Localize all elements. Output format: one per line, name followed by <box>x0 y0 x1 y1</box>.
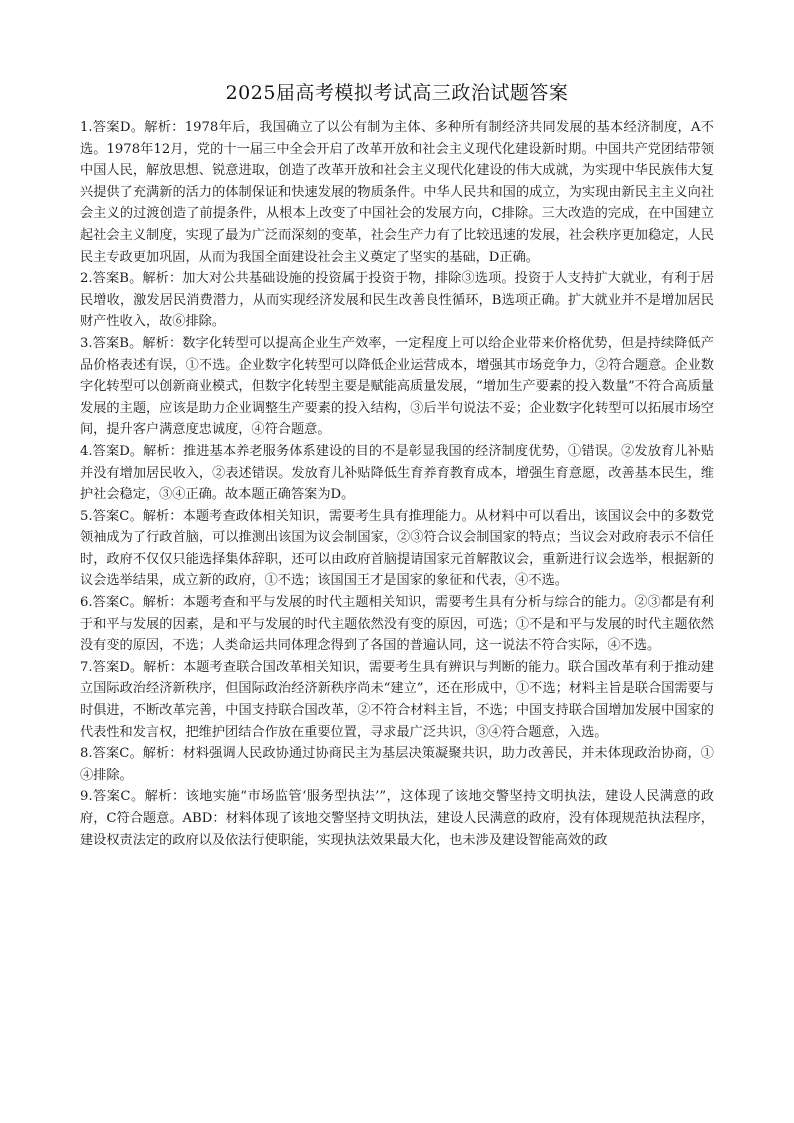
document-title: 2025届高考模拟考试高三政治试题答案 <box>225 82 569 104</box>
answer-item-5: 5.答案C。解析：本题考查政体相关知识，需要考生具有推理能力。从材料中可以看出，该国议会中的多数党领袖成为了行政首脑，可以推测出该国为议会制国家，②③符合议会制国家的特点；当议会对政府表示不信任时，政府不仅仅只能选择集体辞职，还可以由政府首脑提请国家元首解散议会，重新进行议会选举，根据新的议会选举结果，成立新的政府，①不选；该国国王才是国家的象征和代表，④不选。 <box>80 508 714 589</box>
answer-item-6: 6.答案C。解析：本题考查和平与发展的时代主题相关知识，需要考生具有分析与综合的能力。②③都是有利于和平与发展的因素，是和平与发展的时代主题依然没有变的原因，可选；①不是和平与发展的时代主题依然没有变的原因，不选；人类命运共同体理念得到了各国的普遍认同，这一说法不符合实际，④不选。 <box>80 595 714 654</box>
answer-item-8: 8.答案C。解析：材料强调人民政协通过协商民主为基层决策凝聚共识，助力改善民，并未体现政治协商，①④排除。 <box>80 746 714 783</box>
answer-list <box>80 117 714 851</box>
answer-item-3: 3.答案B。解析：数字化转型可以提高企业生产效率，一定程度上可以给企业带来价格优势，但是持续降低产品价格表述有误，①不选。企业数字化转型可以降低企业运营成本，增强其市场竞争力，②符合题意。企业数字化转型可以创新商业模式，但数字化转型主要是赋能高质量发展，“增加生产要素的投入数量”不符合高质量发展的主题，应该是助力企业调整生产要素的投入结构，③后半句说法不妥；企业数字化转型可以拓展市场空间，提升客户满意度忠诚度，④符合题意。 <box>80 335 714 438</box>
answer-item-2: 2.答案B。解析：加大对公共基础设施的投资属于投资于物，排除③选项。投资于人支持扩大就业，有利于居民增收，激发居民消费潜力，从而实现经济发展和民生改善良性循环，B选项正确。扩大就业并不是增加居民财产性收入，故⑥排除。 <box>80 271 714 330</box>
answer-item-9: 9.答案C。解析：该地实施“市场监管‘服务型执法’”，这体现了该地交警坚持文明执法，建设人民满意的政府，C符合题意。ABD：材料体现了该地交警坚持文明执法，建设人民满意的政府，没有体现规范执法程序，建设权责法定的政府以及依法行使职能，实现执法效果最大化，也未涉及建设智能高效的政 <box>80 789 714 848</box>
answer-item-4: 4.答案D。解析：推进基本养老服务体系建设的目的不是彰显我国的经济制度优势，①错误。②发放育儿补贴并没有增加居民收入，②表述错误。发放育儿补贴降低生育养育教育成本，增强生育意愿，改善基本民生，维护社会稳定，③④正确。故本题正确答案为D。 <box>80 443 714 503</box>
answer-item-1: 1.答案D。解析：1978年后，我国确立了以公有制为主体、多种所有制经济共同发展的基本经济制度，A不选。1978年12月，党的十一届三中全会开启了改革开放和社会主义现代化建设新时期。中国共产党团结带领中国人民，解放思想、锐意进取，创造了改革开放和社会主义现代化建设的伟大成就，为实现中华民族伟大复兴提供了充满新的活力的体制保证和快速发展的物质条件。中华人民共和国的成立，为实现由新民主主义向社会主义的过渡创造了前提条件，从根本上改变了中国社会的发展方向，C排除。三大改造的完成，在中国建立起社会主义制度，实现了最为广泛而深刻的变革，社会生产力有了比较迅速的发展，社会秩序更加稳定，人民民主专政更加巩固，从而为我国全面建设社会主义奠定了坚实的基础，D正确。 <box>80 120 714 265</box>
answer-item-7: 7.答案D。解析：本题考查联合国改革相关知识，需要考生具有辨识与判断的能力。联合国改革有利于推动建立国际政治经济新秩序，但国际政治经济新秩序尚未“建立”，还在形成中，①不选；材料主旨是联合国需要与时俱进，不断改革完善，中国支持联合国改革，②不符合材料主旨，不选；中国支持联合国增加发展中国家的代表性和发言权，把维护团结合作放在重要位置，寻求最广泛共识，③④符合题意，入选。 <box>80 659 714 740</box>
